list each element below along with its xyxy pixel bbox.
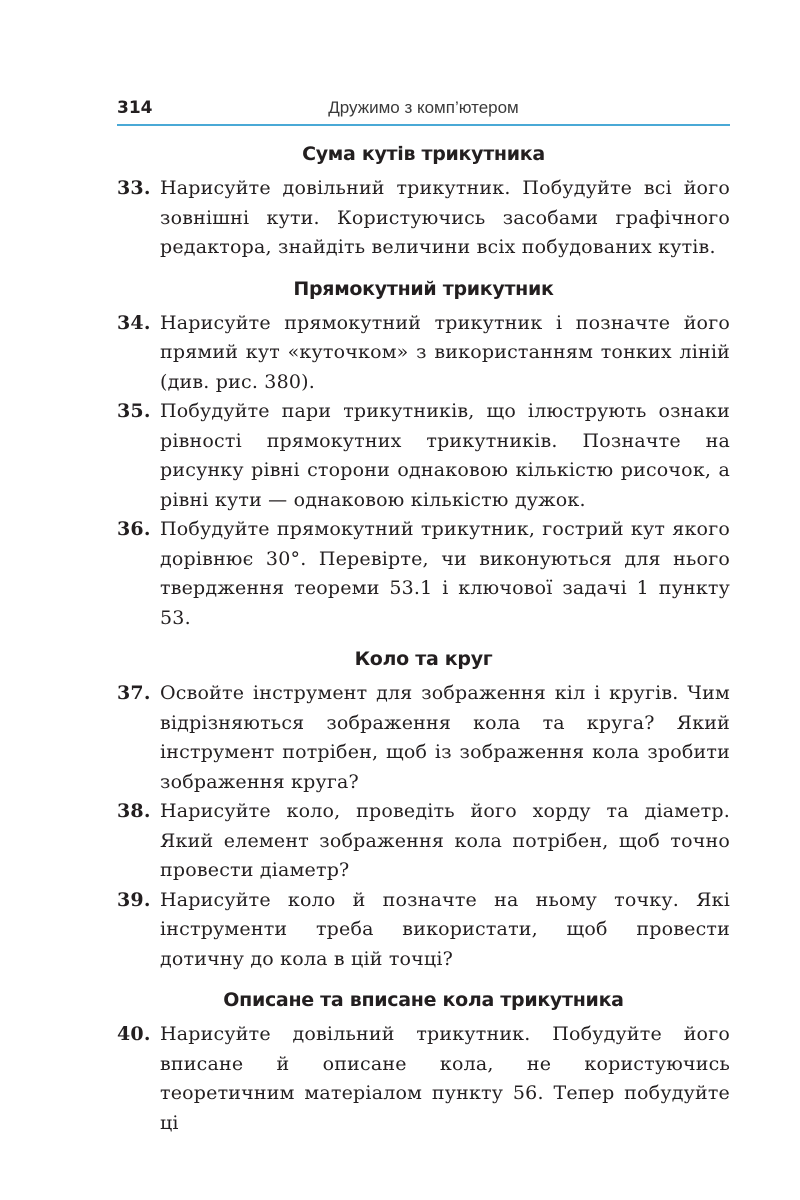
exercise-number: 33. (117, 177, 151, 199)
exercise-37 (117, 679, 730, 797)
exercise-number: 34. (117, 311, 151, 334)
exercise-35 (117, 397, 730, 515)
exercise-text: Нарисуйте довільний трикутник. Побудуйте всі його зовнішні кути. Користуючись засобами графічного редактора, знайдіть величини всіх побудованих кутів. (160, 177, 730, 258)
section-title: Прямокутний трикутник (293, 277, 554, 300)
exercise-text: Нарисуйте коло й позначте на ньому точку. Які інструменти треба використати, щоб провести дотичну до кола в цій точці? (160, 888, 730, 970)
exercise-33 (117, 174, 730, 263)
exercise-text: Побудуйте прямокутний трикутник, гострий кут якого дорівнює 30°. Перевірте, чи виконуються для нього твердження теореми 53.1 і ключової задачі 1 пункту 53. (160, 518, 730, 629)
section-title: Сума кутів трикутника (302, 143, 545, 165)
exercise-number: 40. (117, 1023, 151, 1045)
section-title: Коло та круг (354, 648, 493, 670)
exercise-text: Нарисуйте довільний трикутник. Побудуйте його вписане й описане кола, не користуючись теоретичним матеріалом пункту 56. Тепер побудуйте ці (160, 1023, 730, 1134)
exercise-36 (117, 515, 730, 633)
exercise-38 (117, 797, 730, 886)
exercise-number: 37. (117, 682, 151, 704)
exercise-number: 39. (117, 888, 151, 911)
exercise-40 (117, 1020, 730, 1138)
page-number: 314 (117, 98, 153, 118)
exercise-text: Нарисуйте коло, проведіть його хорду та діаметр. Який елемент зображення кола потрібен, щоб точно провести діаметр? (160, 800, 730, 881)
exercise-39 (117, 886, 730, 975)
page-content (117, 138, 730, 1138)
exercise-number: 35. (117, 400, 151, 422)
running-title: Дружимо з комп’ютером (328, 98, 519, 117)
exercise-34 (117, 309, 730, 398)
exercise-text: Побудуйте пари трикутників, що ілюструють ознаки рівності прямокутних трикутників. Позначте на рисунку рівні сторони однаковою кількістю рисочок, а рівні кути — однаковою кількістю дужок. (160, 400, 730, 511)
page-header (117, 90, 730, 126)
exercise-number: 36. (117, 518, 151, 540)
section-title: Описане та вписане кола трикутника (223, 989, 624, 1011)
exercise-text: Освойте інструмент для зображення кіл і кругів. Чим відрізняються зображення кола та круга? Який інструмент потрібен, щоб із зображення кола зробити зображення круга? (160, 682, 730, 793)
exercise-number: 38. (117, 800, 151, 822)
exercise-text: Нарисуйте прямокутний трикутник і позначте його прямий кут «куточком» з використанням тонких ліній (див. рис. 380). (160, 311, 730, 393)
